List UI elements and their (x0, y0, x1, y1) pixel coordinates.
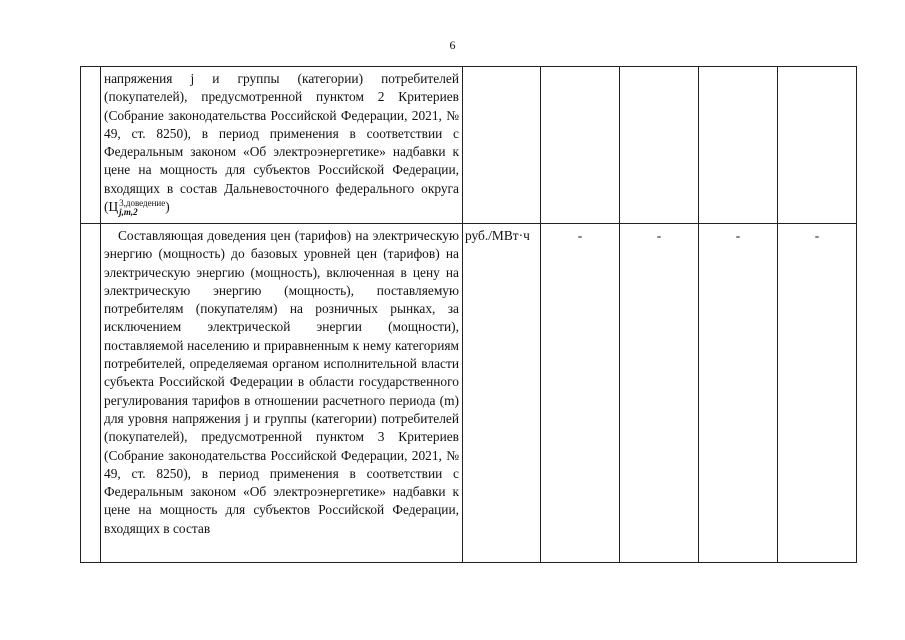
row-number-cell (81, 67, 101, 224)
unit-cell (463, 224, 541, 563)
indicator-description-cell (101, 224, 463, 563)
row-number-cell (81, 224, 101, 563)
indicator-description: Составляющая доведения цен (тарифов) на электрическую энергию (мощность) до базовых уровней цен (тарифов) на электрическую энергию (мощность), включенная в цену на электрическую энергию (мощность), поставляемую потребителям (покупателям) на розничных рынках, за исключением электрической энергии (мощности), поставляемой населению и приравненным к нему категориям потребителей, определяемая органом исполнительной власти субъекта Российской Федерации в области государственного регулирования тарифов в отношении расчетного периода (m) для уровня напряжения j и группы (категории) потребителей (покупателей), предусмотренной пунктом 3 Критериев (Собрание законодательства Российской Федерации, 2021, № 49, ст. 8250), в период применения в соответствии с Федеральным законом «Об электроэнергетике» надбавки к цене на мощность для субъектов Российской Федерации, входящих в состав (104, 228, 459, 536)
document-table (80, 66, 857, 563)
indicator-description: напряжения j и группы (категории) потребителей (покупателей), предусмотренной пунктом 2 Критериев (Собрание законодательства Российской Федерации, 2021, № 49, ст. 8250), в период применения в соответствии с Федеральным законом «Об электроэнергетике» надбавки к цене на мощность для субъектов Российской Федерации, входящих в состав Дальневосточного федерального округа (104, 71, 459, 196)
indicator-description-cell (101, 67, 463, 224)
indicator-formula: (Ц 3,доведение j,m,2 ) (104, 198, 170, 217)
page-number: 6 (449, 38, 456, 52)
value-cell: - (778, 224, 857, 563)
value-cell: - (620, 224, 699, 563)
unit-cell (463, 67, 541, 224)
value-cell (620, 67, 699, 224)
value-cell: - (699, 224, 778, 563)
value-cell (778, 67, 857, 224)
value-cell (699, 67, 778, 224)
value-cell (541, 67, 620, 224)
table-row (81, 67, 857, 224)
unit-label: руб./МВт·ч (465, 228, 530, 243)
value-cell: - (541, 224, 620, 563)
table-row (81, 224, 857, 563)
